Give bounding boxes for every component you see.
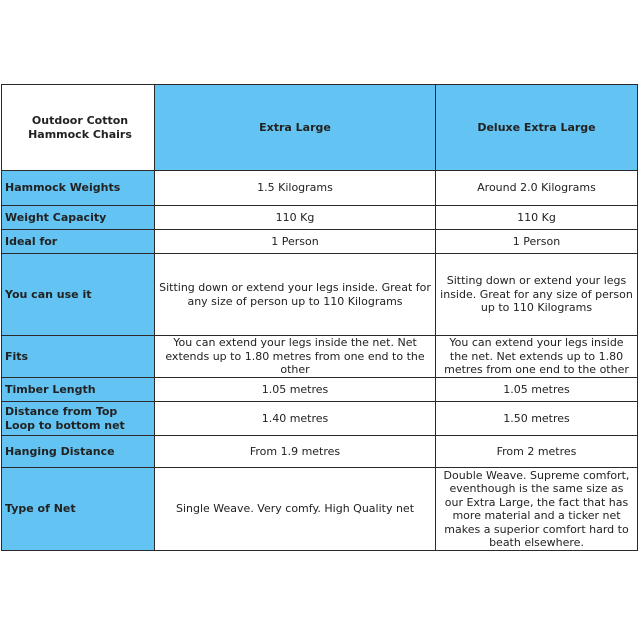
cell-deluxe-extra-large: 1 Person xyxy=(436,230,638,254)
table-row xyxy=(2,436,638,468)
cell-deluxe-extra-large: Sitting down or extend your legs inside. Great for any size of person up to 110 Kilograms xyxy=(436,254,638,336)
table-title-text: Outdoor Cotton Hammock Chairs xyxy=(28,114,132,141)
cell-deluxe-extra-large: From 2 metres xyxy=(436,436,638,468)
comparison-table xyxy=(1,84,638,551)
cell-deluxe-extra-large: 110 Kg xyxy=(436,206,638,230)
cell-deluxe-extra-large: 1.05 metres xyxy=(436,378,638,402)
cell-extra-large: 1.40 metres xyxy=(155,402,436,436)
table-row xyxy=(2,171,638,206)
table-row xyxy=(2,336,638,378)
cell-extra-large: From 1.9 metres xyxy=(155,436,436,468)
row-label: Hammock Weights xyxy=(2,171,155,206)
row-label: Hanging Distance xyxy=(2,436,155,468)
cell-extra-large: Single Weave. Very comfy. High Quality net xyxy=(155,468,436,551)
column-header-extra-large: Extra Large xyxy=(155,85,436,171)
row-label: Ideal for xyxy=(2,230,155,254)
table-row xyxy=(2,468,638,551)
table-title xyxy=(2,85,155,171)
row-label: Type of Net xyxy=(2,468,155,551)
cell-extra-large: You can extend your legs inside the net. Net extends up to 1.80 metres from one end to the other xyxy=(155,336,436,378)
table-row xyxy=(2,230,638,254)
table-row xyxy=(2,254,638,336)
table-row xyxy=(2,206,638,230)
cell-extra-large: 1.05 metres xyxy=(155,378,436,402)
row-label: You can use it xyxy=(2,254,155,336)
column-header-deluxe-extra-large: Deluxe Extra Large xyxy=(436,85,638,171)
cell-extra-large: Sitting down or extend your legs inside. Great for any size of person up to 110 Kilograms xyxy=(155,254,436,336)
row-label: Fits xyxy=(2,336,155,378)
cell-deluxe-extra-large: 1.50 metres xyxy=(436,402,638,436)
cell-deluxe-extra-large: Around 2.0 Kilograms xyxy=(436,171,638,206)
cell-extra-large: 110 Kg xyxy=(155,206,436,230)
cell-deluxe-extra-large: You can extend your legs inside the net. Net extends up to 1.80 metres from one end to the other xyxy=(436,336,638,378)
cell-extra-large: 1.5 Kilograms xyxy=(155,171,436,206)
cell-deluxe-extra-large: Double Weave. Supreme comfort, eventhough is the same size as our Extra Large, the fact that has more material and a ticker net makes a superior comfort hard to beath elsewhere. xyxy=(436,468,638,551)
cell-extra-large: 1 Person xyxy=(155,230,436,254)
table-row xyxy=(2,402,638,436)
header-row xyxy=(2,85,638,171)
row-label: Timber Length xyxy=(2,378,155,402)
row-label: Distance from Top Loop to bottom net xyxy=(2,402,155,436)
row-label: Weight Capacity xyxy=(2,206,155,230)
table-row xyxy=(2,378,638,402)
